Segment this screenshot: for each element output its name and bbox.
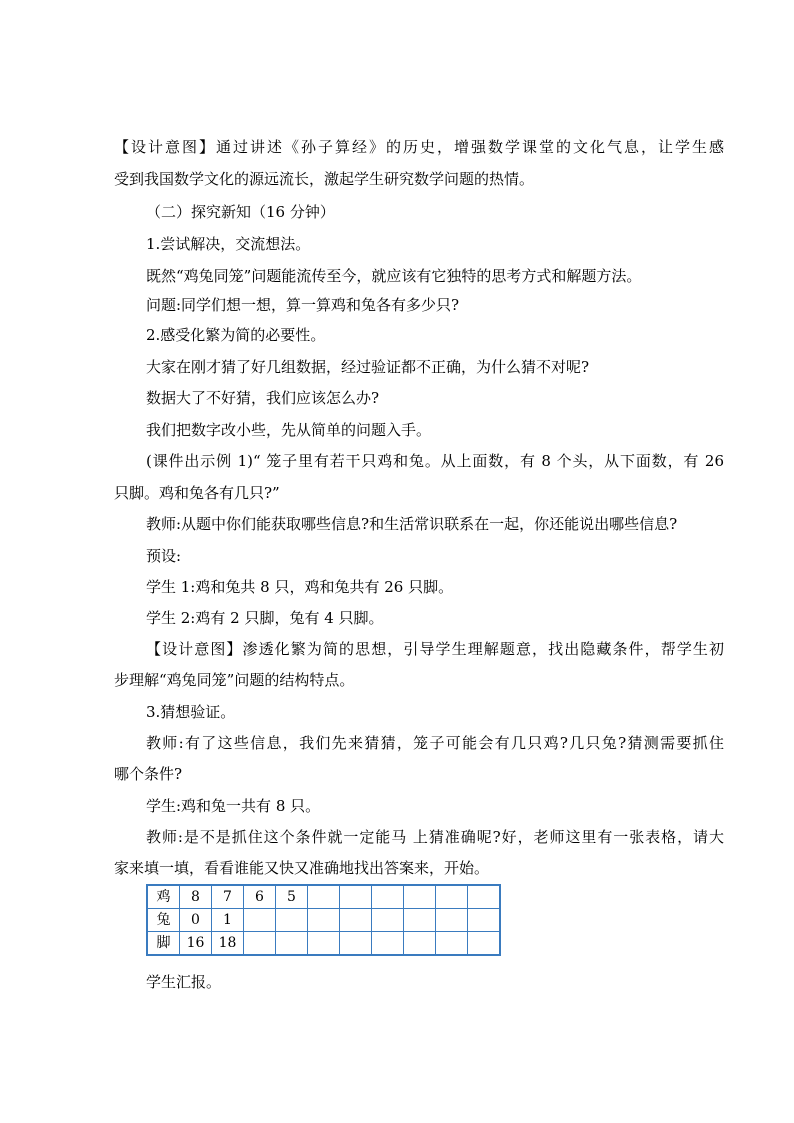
table-cell: 5 — [276, 885, 308, 909]
table-cell — [468, 932, 501, 956]
step-2-heading: 2.感受化繁为简的必要性。 — [146, 326, 326, 344]
table-cell — [404, 885, 436, 909]
student-1-line: 学生 1:鸡和兔共 8 只，鸡和兔共有 26 只脚。 — [146, 578, 454, 596]
table-row — [147, 885, 500, 909]
design-intent-paragraph-2-cont: 步理解“鸡兔同笼”问题的结构特点。 — [114, 671, 355, 689]
section-heading: （二）探究新知（16 分钟） — [146, 203, 335, 221]
table-cell — [340, 885, 372, 909]
table-cell — [308, 885, 340, 909]
table-cell: 18 — [212, 932, 244, 956]
table-cell — [308, 909, 340, 932]
table-row — [147, 909, 500, 932]
table-cell: 脚 — [147, 932, 180, 956]
table-cell — [436, 909, 468, 932]
guess-table — [146, 884, 501, 956]
teacher-line-cont: 家来填一填，看看谁能又快又准确地找出答案来，开始。 — [114, 859, 490, 877]
table-cell: 鸡 — [147, 885, 180, 909]
design-intent-paragraph-1-cont: 受到我国数学文化的源远流长，激起学生研究数学问题的热情。 — [114, 170, 535, 188]
table-cell — [244, 932, 276, 956]
example-1-paragraph-cont: 只脚。鸡和兔各有几只?” — [114, 484, 280, 502]
teacher-line: 教师:从题中你们能获取哪些信息?和生活常识联系在一起，你还能说出哪些信息? — [146, 515, 678, 533]
student-report-line: 学生汇报。 — [146, 973, 222, 991]
table-cell — [404, 932, 436, 956]
table-cell — [372, 909, 404, 932]
example-1-paragraph: (课件出示例 1)“ 笼子里有若干只鸡和兔。从上面数，有 8 个头，从下面数，有 26 — [146, 452, 724, 470]
student-line: 学生:鸡和兔一共有 8 只。 — [146, 797, 321, 815]
table-cell: 16 — [180, 932, 212, 956]
table-cell: 0 — [180, 909, 212, 932]
question-line: 问题:同学们想一想，算一算鸡和兔各有多少只? — [146, 296, 460, 314]
design-intent-paragraph-1: 【设计意图】通过讲述《孙子算经》的历史，增强数学课堂的文化气息，让学生感 — [114, 138, 724, 156]
table-cell: 6 — [244, 885, 276, 909]
paragraph: 既然“鸡兔同笼”问题能流传至今，就应该有它独特的思考方式和解题方法。 — [146, 267, 642, 285]
table-cell — [340, 909, 372, 932]
table-cell — [308, 932, 340, 956]
teacher-line: 教师:是不是抓住这个条件就一定能马 上猜准确呢?好，老师这里有一张表格，请大 — [146, 828, 724, 846]
teacher-line: 教师:有了这些信息，我们先来猜猜，笼子可能会有几只鸡?几只兔?猜测需要抓住 — [146, 734, 724, 752]
table-cell — [436, 885, 468, 909]
design-intent-paragraph-2: 【设计意图】渗透化繁为简的思想，引导学生理解题意，找出隐藏条件，帮学生初 — [146, 640, 724, 658]
step-3-heading: 3.猜想验证。 — [146, 703, 236, 721]
table-cell — [276, 932, 308, 956]
paragraph: 我们把数字改小些，先从简单的问题入手。 — [146, 421, 432, 439]
table-cell — [372, 885, 404, 909]
table-cell — [468, 909, 501, 932]
step-1-heading: 1.尝试解决，交流想法。 — [146, 235, 311, 253]
paragraph: 数据大了不好猜，我们应该怎么办? — [146, 389, 380, 407]
table-cell: 7 — [212, 885, 244, 909]
teacher-line-cont: 哪个条件? — [114, 765, 183, 783]
table-cell: 1 — [212, 909, 244, 932]
table-cell: 8 — [180, 885, 212, 909]
paragraph: 大家在刚才猜了好几组数据，经过验证都不正确，为什么猜不对呢? — [146, 358, 590, 376]
student-2-line: 学生 2:鸡有 2 只脚，兔有 4 只脚。 — [146, 609, 384, 627]
table-cell — [436, 932, 468, 956]
table-cell — [276, 909, 308, 932]
table-row — [147, 932, 500, 956]
table-cell — [244, 909, 276, 932]
table-cell — [340, 932, 372, 956]
table-cell: 兔 — [147, 909, 180, 932]
table-cell — [468, 885, 501, 909]
table-cell — [372, 932, 404, 956]
table-cell — [404, 909, 436, 932]
preset-label: 预设: — [146, 547, 182, 565]
